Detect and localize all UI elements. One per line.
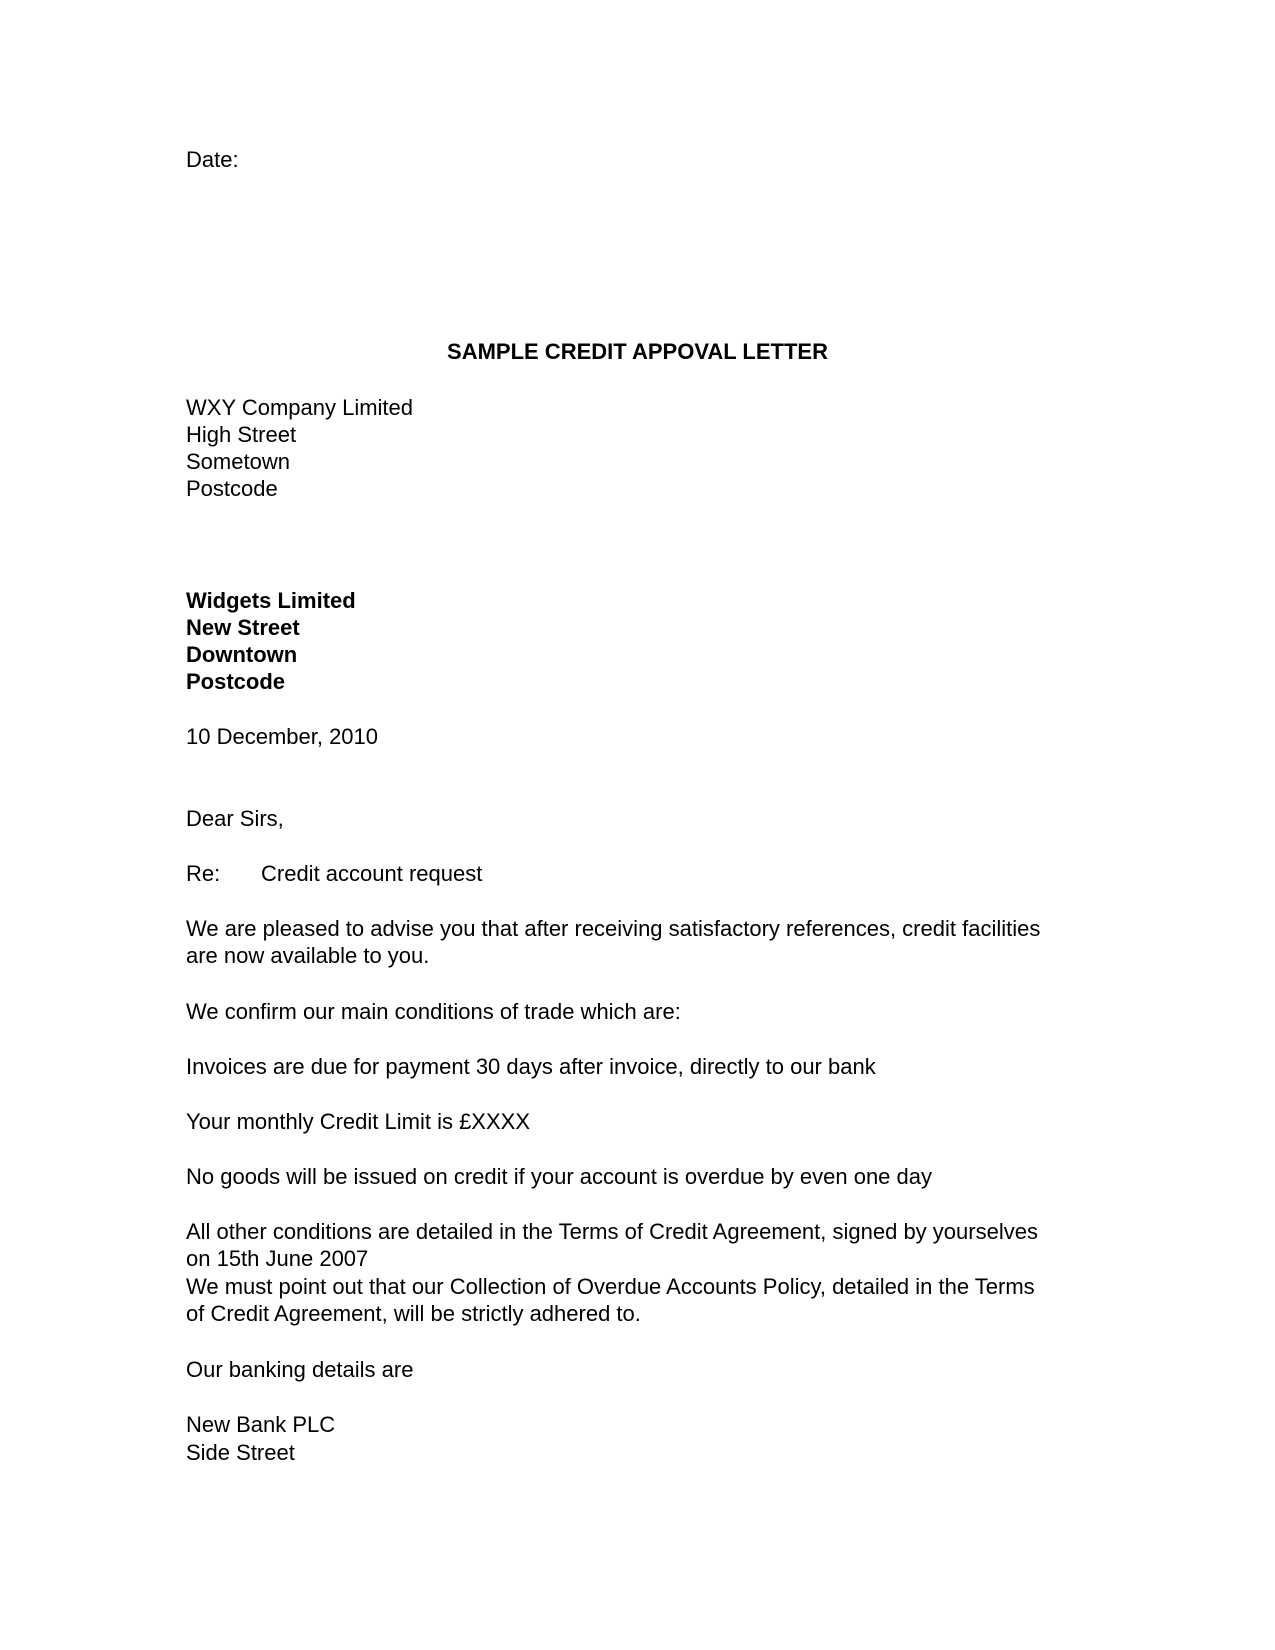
paragraph-8: Our banking details are — [186, 1357, 414, 1382]
paragraph-4: Your monthly Credit Limit is £XXXX — [186, 1109, 530, 1134]
paragraph-1-line-1: We are pleased to advise you that after receiving satisfactory references, credit facilities — [186, 916, 1041, 941]
re-label: Re: — [186, 861, 221, 886]
recipient-street: New Street — [186, 615, 300, 640]
sender-name: WXY Company Limited — [186, 395, 414, 420]
sender-postcode: Postcode — [186, 476, 278, 501]
paragraph-7-line-1: We must point out that our Collection of Overdue Accounts Policy, detailed in the Terms — [186, 1274, 1035, 1299]
paragraph-5: No goods will be issued on credit if your account is overdue by even one day — [186, 1164, 932, 1189]
letter-title: SAMPLE CREDIT APPOVAL LETTER — [447, 339, 828, 364]
paragraph-1-line-2: are now available to you. — [186, 943, 430, 968]
letter-date: 10 December, 2010 — [186, 724, 379, 749]
salutation: Dear Sirs, — [186, 806, 284, 831]
paragraph-6-line-1: All other conditions are detailed in the Terms of Credit Agreement, signed by yourselves — [186, 1219, 1038, 1244]
re-line — [186, 860, 482, 888]
re-subject: Credit account request — [261, 861, 483, 886]
paragraph-3: Invoices are due for payment 30 days after invoice, directly to our bank — [186, 1054, 876, 1079]
paragraph-2: We confirm our main conditions of trade which are: — [186, 999, 681, 1024]
paragraph-6-line-2: on 15th June 2007 — [186, 1246, 369, 1271]
recipient-name: Widgets Limited — [186, 588, 356, 613]
sender-street: High Street — [186, 422, 297, 447]
recipient-town: Downtown — [186, 642, 298, 667]
bank-name: New Bank PLC — [186, 1412, 336, 1437]
sender-town: Sometown — [186, 449, 290, 474]
paragraph-7-line-2: of Credit Agreement, will be strictly adhered to. — [186, 1301, 641, 1326]
bank-street: Side Street — [186, 1440, 295, 1465]
recipient-postcode: Postcode — [186, 669, 286, 694]
date-label: Date: — [186, 147, 239, 172]
